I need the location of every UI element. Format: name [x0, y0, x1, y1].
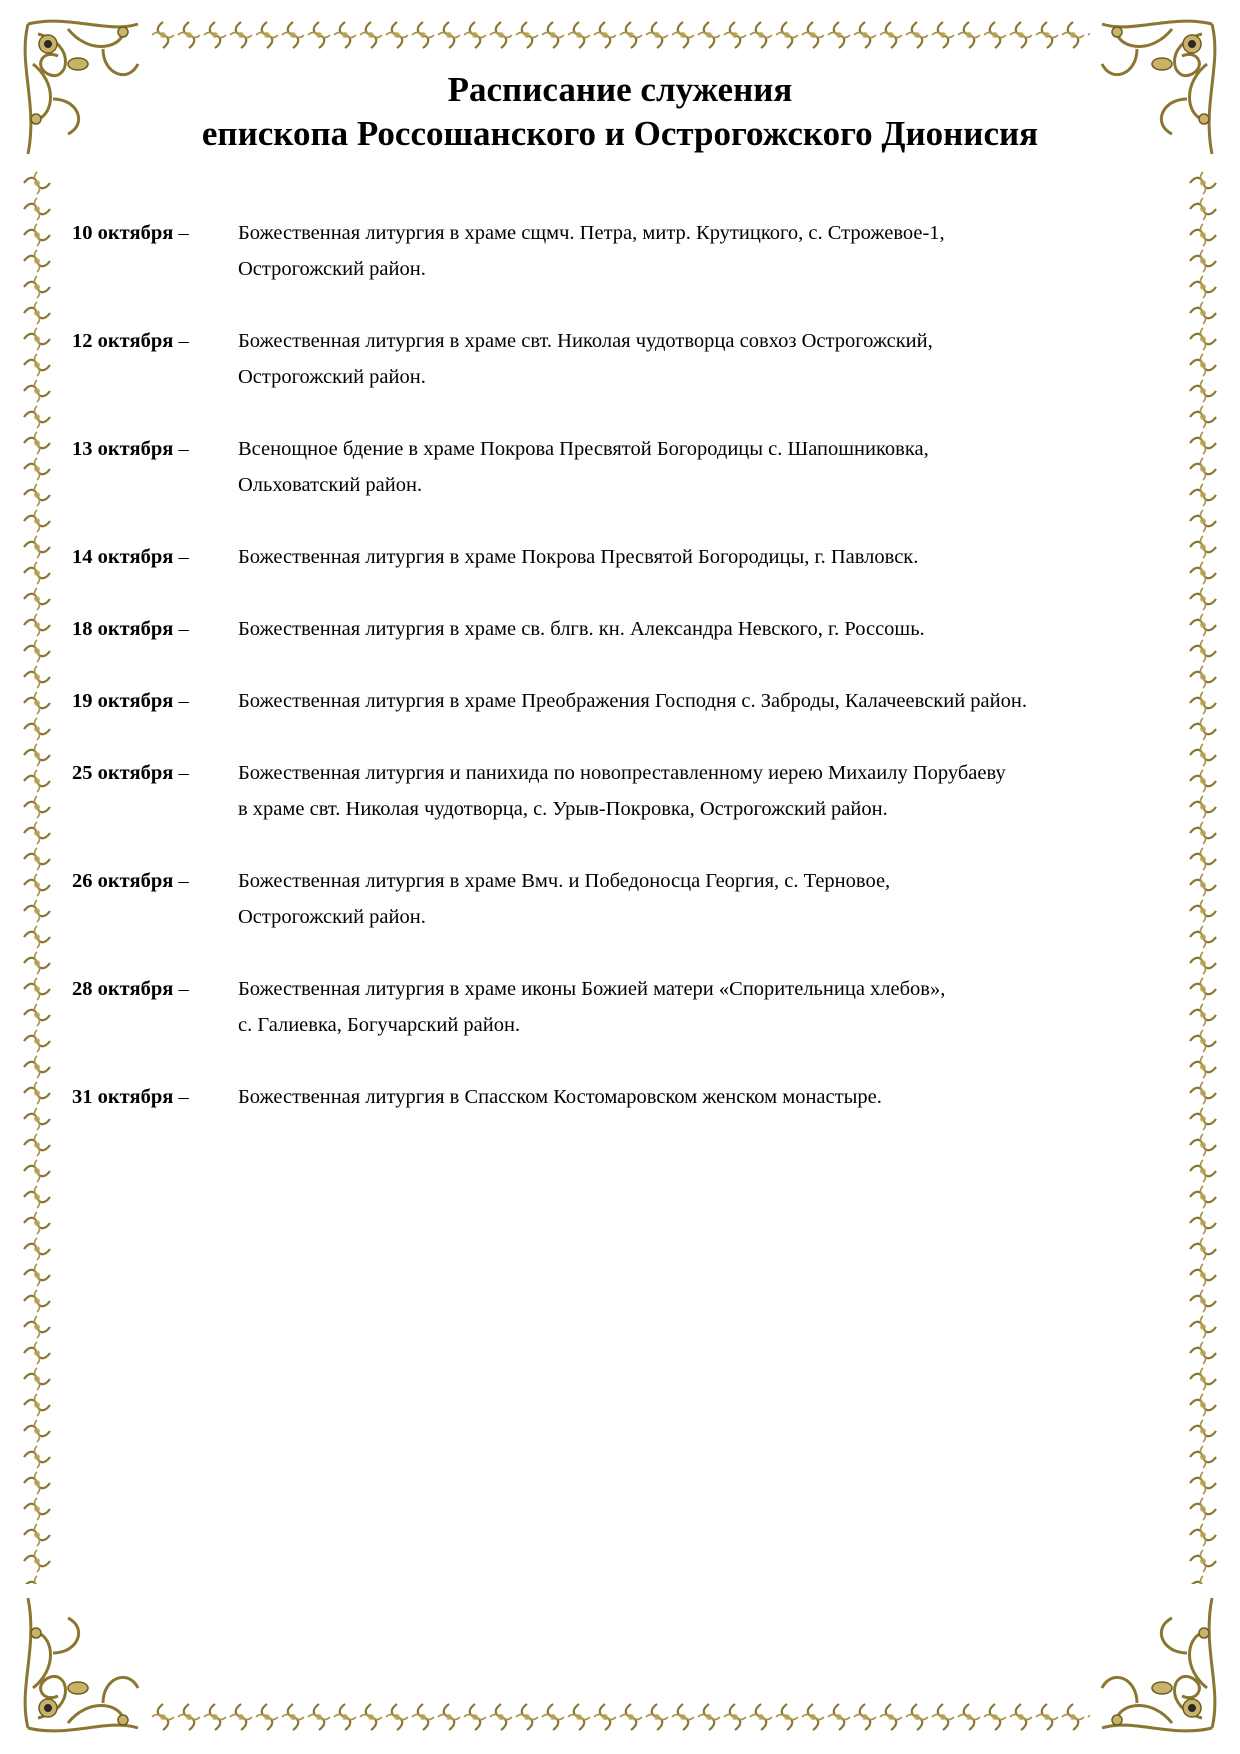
entry-description: Божественная литургия и панихида по новопреставленному иерею Михаилу Порубаеву в храме свт. Николая чудотворца, с. Урыв-Покровка, Острогожский район.: [238, 762, 1006, 820]
schedule-entry: [72, 611, 1152, 647]
schedule-list: [72, 215, 1152, 1115]
entry-date: 18 октября –: [72, 618, 189, 640]
bottom-border-ornament: [150, 1700, 1090, 1734]
entry-description: Божественная литургия в храме иконы Божией матери «Спорительница хлебов», с. Галиевка, Богучарский район.: [238, 978, 946, 1036]
entry-description: Всенощное бдение в храме Покрова Пресвятой Богородицы с. Шапошниковка, Ольховатский район.: [238, 438, 929, 496]
schedule-entry: [72, 863, 1152, 935]
entry-description: Божественная литургия в храме Преображения Господня с. Заброды, Калачеевский район.: [238, 690, 1027, 712]
entry-date: 12 октября –: [72, 330, 189, 352]
entry-date: 19 октября –: [72, 690, 189, 712]
schedule-entry: [72, 1079, 1152, 1115]
entry-date: 26 октября –: [72, 870, 189, 892]
entry-description: Божественная литургия в храме св. блгв. кн. Александра Невского, г. Россошь.: [238, 618, 925, 640]
schedule-entry: [72, 431, 1152, 503]
page-title: [100, 68, 1140, 156]
entry-description: Божественная литургия в храме сщмч. Петра, митр. Крутицкого, с. Строжевое-1, Острогожский район.: [238, 222, 945, 280]
right-border-ornament: [1186, 170, 1220, 1584]
schedule-entry: [72, 683, 1152, 719]
corner-ornament-bottom-right: [1072, 1578, 1232, 1748]
entry-description: Божественная литургия в храме свт. Николая чудотворца совхоз Острогожский, Острогожский район.: [238, 330, 933, 388]
schedule-entry: [72, 215, 1152, 287]
entry-date: 14 октября –: [72, 546, 189, 568]
entry-date: 10 октября –: [72, 222, 189, 244]
entry-date: 13 октября –: [72, 438, 189, 460]
corner-ornament-bottom-left: [8, 1578, 168, 1748]
schedule-entry: [72, 323, 1152, 395]
entry-date: 28 октября –: [72, 978, 189, 1000]
entry-date: 31 октября –: [72, 1086, 189, 1108]
entry-description: Божественная литургия в храме Покрова Пресвятой Богородицы, г. Павловск.: [238, 546, 919, 568]
schedule-entry: [72, 755, 1152, 827]
schedule-entry: [72, 539, 1152, 575]
entry-description: Божественная литургия в храме Вмч. и Победоносца Георгия, с. Терновое, Острогожский район.: [238, 870, 891, 928]
title-line-2: епископа Россошанского и Острогожского Дионисия: [201, 114, 1039, 153]
left-border-ornament: [20, 170, 54, 1584]
title-line-1: Расписание служения: [447, 70, 793, 109]
entry-date: 25 октября –: [72, 762, 189, 784]
entry-description: Божественная литургия в Спасском Костомаровском женском монастыре.: [238, 1086, 882, 1108]
schedule-entry: [72, 971, 1152, 1043]
top-border-ornament: [150, 18, 1090, 52]
